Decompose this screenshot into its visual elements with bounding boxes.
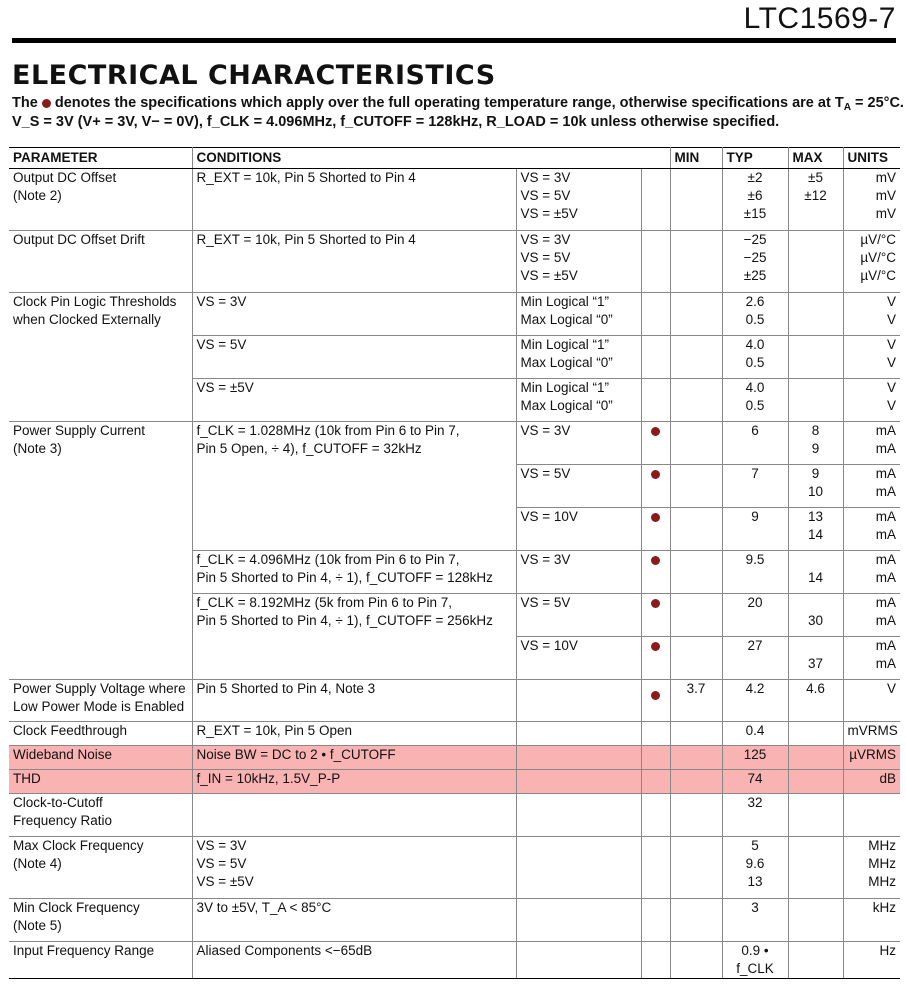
col-min: MIN bbox=[670, 148, 722, 169]
table-row: Clock-to-Cutoff Frequency Ratio 32 bbox=[9, 794, 900, 837]
table-row-highlighted: Wideband Noise Noise BW = DC to 2 • f_CUTOFF 125 µVRMS bbox=[9, 746, 900, 770]
table-row: Clock Feedthrough R_EXT = 10k, Pin 5 Open 0.4 mVRMS bbox=[9, 722, 900, 746]
table-row: f_CLK = 8.192MHz (5k from Pin 6 to Pin 7, Pin 5 Shorted to Pin 4, ÷ 1), f_CUTOFF = 256kHz VS = 5V 20 30 mA mA bbox=[9, 594, 900, 637]
col-max: MAX bbox=[788, 148, 843, 169]
table-row: Power Supply Current (Note 3) f_CLK = 1.028MHz (10k from Pin 6 to Pin 7, Pin 5 Open, ÷ 4), f_CUTOFF = 32kHz VS = 3V 6 8 9 mA mA bbox=[9, 422, 900, 465]
temperature-range-dot-icon bbox=[651, 599, 660, 608]
col-typ: TYP bbox=[722, 148, 788, 169]
table-row-highlighted: THD f_IN = 10kHz, 1.5V_P-P 74 dB bbox=[9, 770, 900, 794]
temperature-range-dot-icon bbox=[651, 691, 660, 700]
temperature-range-dot-icon bbox=[651, 427, 660, 436]
table-row: VS = 10V 9 13 14 mA mA bbox=[9, 508, 900, 551]
col-conditions: CONDITIONS bbox=[192, 148, 670, 169]
table-row: Clock Pin Logic Thresholds when Clocked Externally VS = 3V Min Logical “1” Max Logical “0” 2.6 0.5 V V bbox=[9, 293, 900, 336]
table-row: Output DC Offset (Note 2) R_EXT = 10k, Pin 5 Shorted to Pin 4 VS = 3V VS = 5V VS = ±5V ±2 ±6 ±15 ±5 ±12 mV mV mV bbox=[9, 169, 900, 231]
table-row: Min Clock Frequency (Note 5) 3V to ±5V, T_A < 85°C 3 kHz bbox=[9, 899, 900, 942]
temperature-range-dot-icon bbox=[651, 642, 660, 651]
col-parameter: PARAMETER bbox=[9, 148, 192, 169]
section-title: ELECTRICAL CHARACTERISTICS bbox=[12, 60, 496, 91]
table-row: VS = 5V Min Logical “1” Max Logical “0” 4.0 0.5 V V bbox=[9, 336, 900, 379]
intro-line-1: The denotes the specifications which apply over the full operating temperature range, otherwise specifications are at $T_A = 25^\circ C$. bbox=[12, 95, 904, 113]
temperature-range-dot-icon bbox=[651, 513, 660, 522]
electrical-characteristics-table bbox=[9, 147, 900, 979]
table-row: f_CLK = 4.096MHz (10k from Pin 6 to Pin 7, Pin 5 Shorted to Pin 4, ÷ 1), f_CUTOFF = 128kHz VS = 3V 9.5 14 mA mA bbox=[9, 551, 900, 594]
table-row: VS = 5V 7 9 10 mA mA bbox=[9, 465, 900, 508]
table-row: Input Frequency Range Aliased Components <−65dB 0.9 • f_CLK Hz bbox=[9, 942, 900, 979]
col-units: UNITS bbox=[843, 148, 900, 169]
table-row: VS = ±5V Min Logical “1” Max Logical “0” 4.0 0.5 V V bbox=[9, 379, 900, 422]
bullet-dot-icon bbox=[42, 99, 51, 108]
part-number: LTC1569-7 bbox=[743, 2, 896, 35]
table-header bbox=[9, 148, 900, 169]
table-row: Max Clock Frequency (Note 4) VS = 3V VS = 5V VS = ±5V 5 9.6 13 MHz MHz MHz bbox=[9, 837, 900, 899]
table-row: Power Supply Voltage where Low Power Mode is Enabled Pin 5 Shorted to Pin 4, Note 3 3.7 4.2 4.6 V bbox=[9, 680, 900, 722]
temperature-range-dot-icon bbox=[651, 556, 660, 565]
temperature-range-dot-icon bbox=[651, 470, 660, 479]
intro-text bbox=[12, 94, 904, 132]
table-row: Output DC Offset Drift R_EXT = 10k, Pin 5 Shorted to Pin 4 VS = 3V VS = 5V VS = ±5V −25 −25 ±25 µV/°C µV/°C µV/°C bbox=[9, 231, 900, 293]
intro-line-2: V_S = 3V (V+ = 3V, V− = 0V), f_CLK = 4.096MHz, f_CUTOFF = 128kHz, R_LOAD = 10k unless otherwise specified. bbox=[12, 114, 780, 130]
table-row: VS = 10V 27 37 mA mA bbox=[9, 637, 900, 680]
header-rule bbox=[12, 38, 896, 43]
